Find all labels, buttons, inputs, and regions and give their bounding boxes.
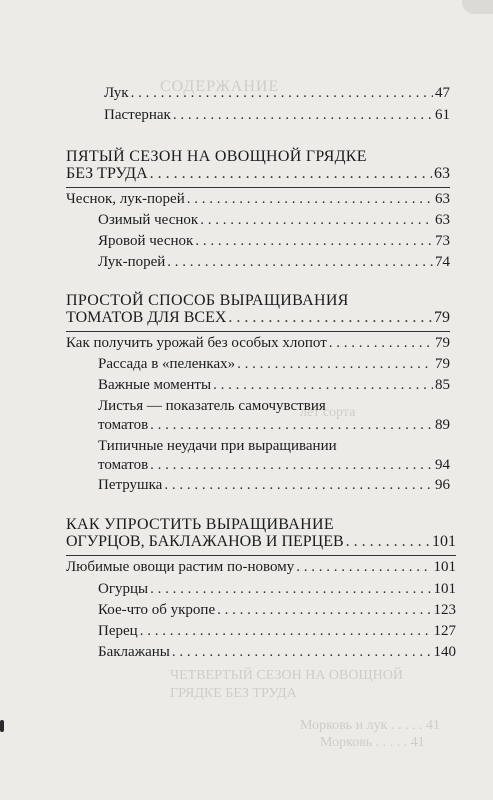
toc-entry-title: Рассада в «пеленках»: [98, 356, 236, 372]
leader-dots: [150, 580, 431, 598]
toc-entry-page: 94: [435, 457, 450, 473]
section-page: 79: [434, 309, 450, 326]
section-heading: ПЯТЫЙ СЕЗОН НА ОВОЩНОЙ ГРЯДКЕ: [66, 148, 367, 165]
page-edge-mark: [0, 720, 4, 732]
toc-entry: [98, 580, 456, 598]
divider: [66, 555, 456, 556]
toc-entry-title: томатов: [98, 417, 149, 433]
toc-entry-page: 96: [435, 477, 450, 493]
leader-dots: [195, 232, 433, 250]
toc-entry: [66, 558, 456, 576]
show-through-text: лет сорта: [300, 405, 356, 420]
toc-entry-page: 140: [433, 644, 456, 660]
toc-entry-page: 47: [435, 85, 450, 101]
leader-dots: [131, 84, 433, 102]
toc-entry-line1: [98, 397, 450, 415]
toc-entry-page: 63: [435, 191, 450, 207]
toc-entry-title: Озимый чеснок: [98, 212, 199, 228]
show-through-text: СОДЕРЖАНИЕ: [160, 78, 280, 95]
leader-dots: [217, 601, 431, 619]
toc-entry: [98, 253, 450, 271]
toc-entry: [98, 232, 450, 250]
toc-entry: [104, 106, 450, 124]
toc-entry: [66, 190, 450, 208]
toc-entry-page: 79: [435, 335, 450, 351]
toc-entry-page: 127: [433, 623, 456, 639]
toc-entry-title: Листья — показатель самочувствия: [98, 398, 326, 414]
leader-dots: [296, 558, 431, 576]
toc-entry-page: 101: [433, 581, 456, 597]
toc-entry-page: 61: [435, 107, 450, 123]
toc-entry: [104, 84, 450, 102]
leader-dots: [167, 253, 433, 271]
leader-dots: [346, 533, 430, 551]
leader-dots: [228, 309, 432, 327]
toc-entry-title: Кое-что об укропе: [98, 602, 216, 618]
toc-entry: [98, 622, 456, 640]
toc-entry-page: 79: [435, 356, 450, 372]
leader-dots: [200, 211, 433, 229]
page-corner-shadow: [462, 0, 493, 14]
toc-entry-page: 123: [433, 602, 456, 618]
toc-entry-title: Любимые овощи растим по-новому: [66, 559, 295, 575]
section-heading: БЕЗ ТРУДА: [66, 165, 148, 182]
leader-dots: [213, 376, 433, 394]
leader-dots: [187, 190, 433, 208]
toc-entry: [98, 601, 456, 619]
section-heading-line: [66, 165, 450, 183]
leader-dots: [164, 476, 433, 494]
toc-entry-page: 89: [435, 417, 450, 433]
toc-entry-page: 85: [435, 377, 450, 393]
toc-entry: [98, 355, 450, 373]
toc-entry: [66, 334, 450, 352]
leader-dots: [173, 106, 433, 124]
show-through-text: Морковь . . . . . 41: [320, 735, 425, 750]
section-heading: ПРОСТОЙ СПОСОБ ВЫРАЩИВАНИЯ: [66, 292, 349, 309]
divider: [66, 331, 450, 332]
leader-dots: [172, 643, 432, 661]
section-heading: ОГУРЦОВ, БАКЛАЖАНОВ И ПЕРЦЕВ: [66, 533, 344, 550]
leader-dots: [140, 622, 432, 640]
toc-entry-title: Чеснок, лук-порей: [66, 191, 185, 207]
section-heading: КАК УПРОСТИТЬ ВЫРАЩИВАНИЕ: [66, 516, 334, 533]
toc-entry: [98, 376, 450, 394]
toc-entry: [98, 476, 450, 494]
toc-entry-page: 101: [433, 559, 456, 575]
section-page: 63: [434, 165, 450, 182]
show-through-text: ЧЕТВЕРТЫЙ СЕЗОН НА ОВОЩНОЙ: [170, 668, 403, 683]
toc-entry-title: томатов: [98, 457, 149, 473]
toc-entry-title: Важные моменты: [98, 377, 212, 393]
toc-entry-title: Петрушка: [98, 477, 163, 493]
show-through-text: Морковь и лук . . . . . 41: [300, 718, 440, 733]
toc-entry: [98, 416, 450, 434]
toc-entry-title: Лук: [104, 85, 129, 101]
toc-entry-title: Лук-порей: [98, 254, 166, 270]
toc-entry-title: Перец: [98, 623, 138, 639]
show-through-text: ГРЯДКЕ БЕЗ ТРУДА: [170, 686, 297, 701]
toc-entry-title: Пастернак: [104, 107, 171, 123]
toc-entry-title: Яровой чеснок: [98, 233, 194, 249]
leader-dots: [329, 334, 433, 352]
toc-entry-title: Как получить урожай без особых хлопот: [66, 335, 327, 351]
toc-entry-title: Баклажаны: [98, 644, 170, 660]
leader-dots: [237, 355, 433, 373]
section-page: 101: [432, 533, 456, 550]
toc-entry: [98, 211, 450, 229]
toc-entry-line1: [98, 437, 450, 455]
section-heading-line: [66, 309, 450, 327]
leader-dots: [150, 165, 432, 183]
toc-entry-title: Типичные неудачи при выращивании: [98, 438, 337, 454]
divider: [66, 187, 450, 188]
leader-dots: [150, 456, 433, 474]
toc-entry-page: 63: [435, 212, 450, 228]
toc-entry-title: Огурцы: [98, 581, 149, 597]
toc-entry: [98, 456, 450, 474]
section-heading-line: [66, 533, 456, 551]
toc-entry-page: 74: [435, 254, 450, 270]
toc-entry: [98, 643, 456, 661]
toc-entry-page: 73: [435, 233, 450, 249]
leader-dots: [150, 416, 433, 434]
section-heading: ТОМАТОВ ДЛЯ ВСЕХ: [66, 309, 227, 326]
